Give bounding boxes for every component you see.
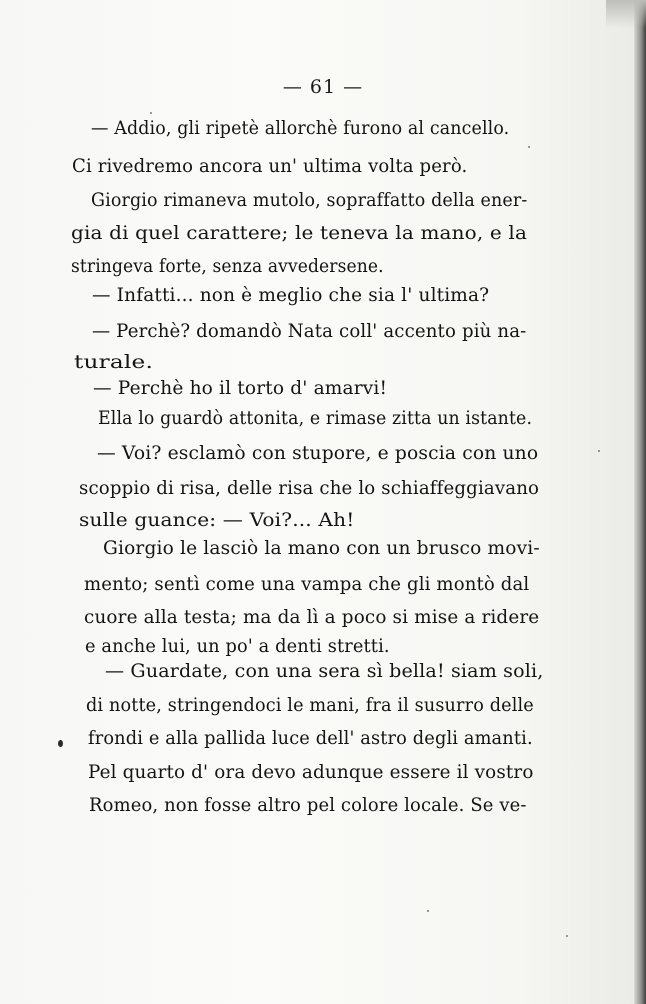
text-line: turale. [74,352,154,373]
text-line: — Addio, gli ripetè allorchè furono al cancello. [91,118,510,139]
text-line: cuore alla testa; ma da lì a poco si mise a ridere [84,607,540,628]
paper-speck [528,146,530,148]
text-line: — Voi? esclamò con stupore, e poscia con uno [97,443,539,464]
text-line: — Perchè ho il torto d' amarvi! [93,378,388,399]
text-line: Giorgio rimaneva mutolo, sopraffatto della ener- [91,190,528,211]
paper-speck [566,935,568,937]
text-line: Pel quarto d' ora devo adunque essere il vostro [88,762,534,783]
text-line: e anche lui, un po' a denti stretti. [85,636,390,657]
ink-spot [58,740,63,747]
text-line: — Perchè? domandò Nata coll' accento più na- [92,321,527,342]
text-line: Giorgio le lasciò la mano con un brusco movi- [103,538,540,559]
text-line: stringeva forte, senza avvedersene. [71,256,384,277]
text-line: mento; sentì come una vampa che gli montò dal [84,574,530,595]
text-line: di notte, stringendoci le mani, fra il susurro delle [86,695,534,716]
text-line: Romeo, non fosse altro pel colore locale. Se ve- [89,795,527,816]
page-binding-edge [634,0,646,1004]
text-line: frondi e alla pallida luce dell' astro degli amanti. [88,728,533,749]
text-line: scoppio di risa, delle risa che lo schiaffeggiavano [79,478,540,499]
paper-speck [427,910,429,912]
page-number: — 61 — [282,76,364,98]
text-line: — Guardate, con una sera sì bella! siam soli, [105,661,544,682]
text-line: Ella lo guardò attonita, e rimase zitta un istante. [98,408,533,429]
text-line: sulle guance: — Voi?... Ah! [79,510,355,531]
text-line: Ci rivedremo ancora un' ultima volta però. [72,156,468,177]
text-line: gia di quel carattere; le teneva la mano, e la [71,223,528,244]
paper-speck [150,112,152,114]
page-corner-shadow [606,0,646,28]
text-line: — Infatti... non è meglio che sia l' ultima? [92,285,490,306]
paper-speck [598,450,600,452]
